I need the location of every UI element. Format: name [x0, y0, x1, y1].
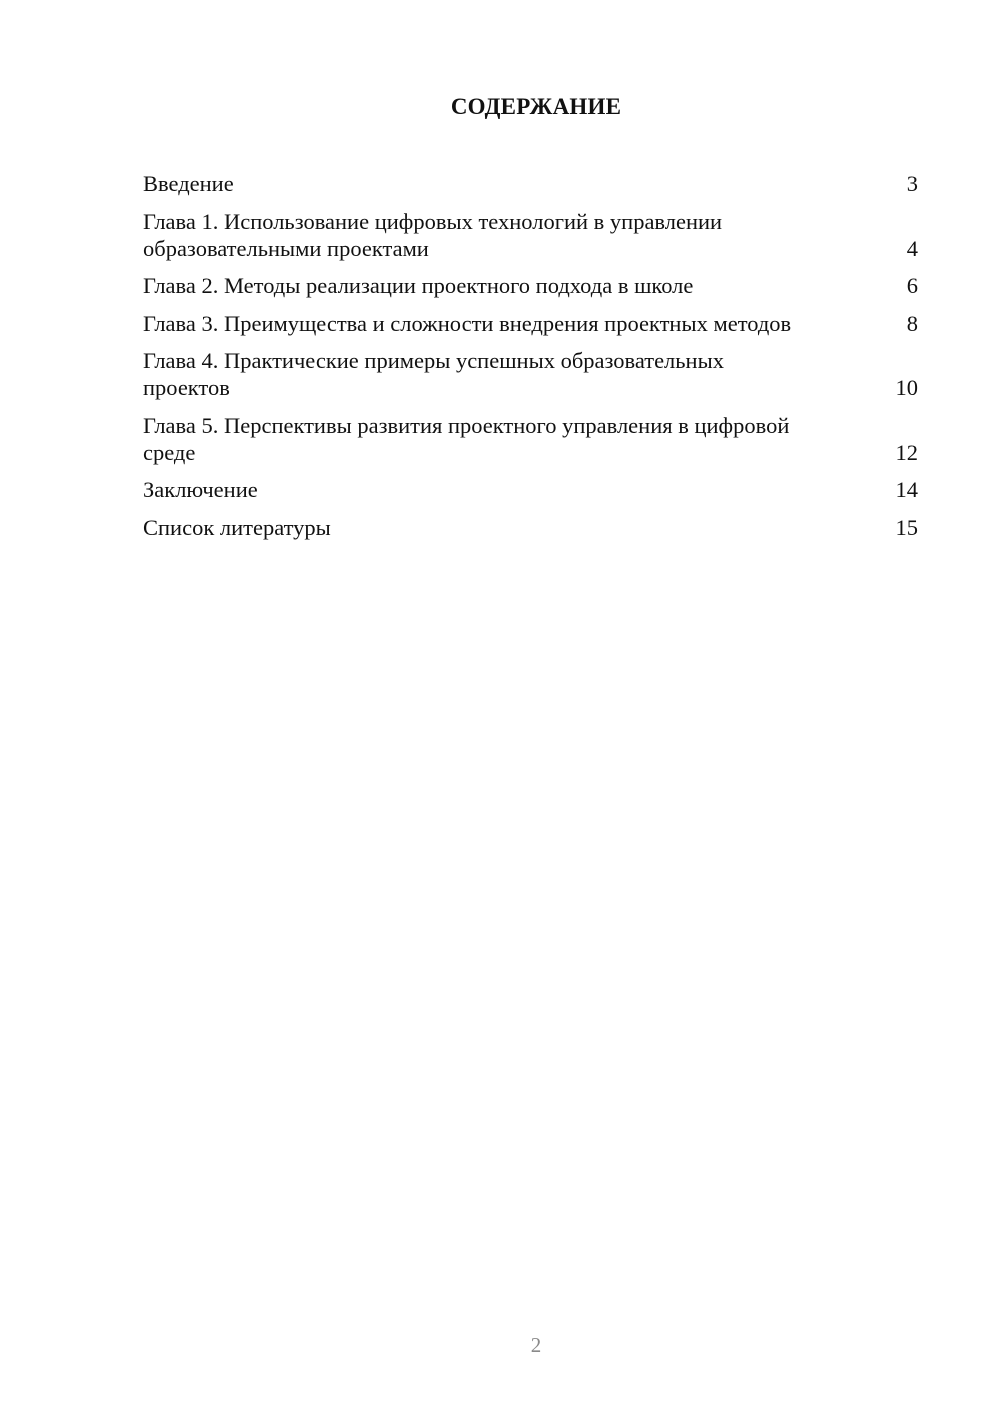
page-title: СОДЕРЖАНИЕ [450, 94, 622, 119]
table-of-contents [143, 170, 918, 551]
toc-entry-title: Заключение [143, 477, 258, 502]
toc-entry-title: Глава 2. Методы реализации проектного подхода в школе [143, 273, 694, 298]
toc-entry-chapter-2[interactable] [143, 272, 918, 299]
toc-entry-page: 15 [895, 514, 918, 540]
toc-entry-title: Глава 4. Практические примеры успешных образовательных проектов [143, 348, 724, 400]
toc-entry-title: Введение [143, 171, 234, 196]
toc-entry-title: Глава 3. Преимущества и сложности внедрения проектных методов [143, 310, 792, 336]
toc-entry-chapter-4[interactable] [143, 347, 918, 401]
page-number: 2 [530, 1333, 542, 1357]
toc-entry-chapter-3[interactable] [143, 310, 918, 337]
toc-entry-title: Глава 1. Использование цифровых технологий в управлении образовательными проектами [143, 208, 723, 261]
toc-entry-title: Список литературы [143, 514, 331, 540]
toc-entry-introduction[interactable] [143, 170, 918, 197]
toc-entry-page: 8 [906, 310, 918, 336]
toc-entry-page: 12 [895, 439, 918, 465]
toc-entry-page: 3 [906, 171, 918, 196]
toc-entry-references[interactable] [143, 514, 918, 541]
toc-entry-page: 14 [895, 477, 918, 502]
toc-entry-chapter-1[interactable] [143, 208, 918, 262]
toc-entry-page: 4 [906, 235, 918, 261]
toc-entry-conclusion[interactable] [143, 476, 918, 503]
toc-entry-page: 6 [906, 273, 918, 298]
toc-entry-title: Глава 5. Перспективы развития проектного управления в цифровой среде [143, 412, 790, 465]
toc-entry-chapter-5[interactable] [143, 412, 918, 466]
toc-entry-page: 10 [895, 375, 918, 400]
